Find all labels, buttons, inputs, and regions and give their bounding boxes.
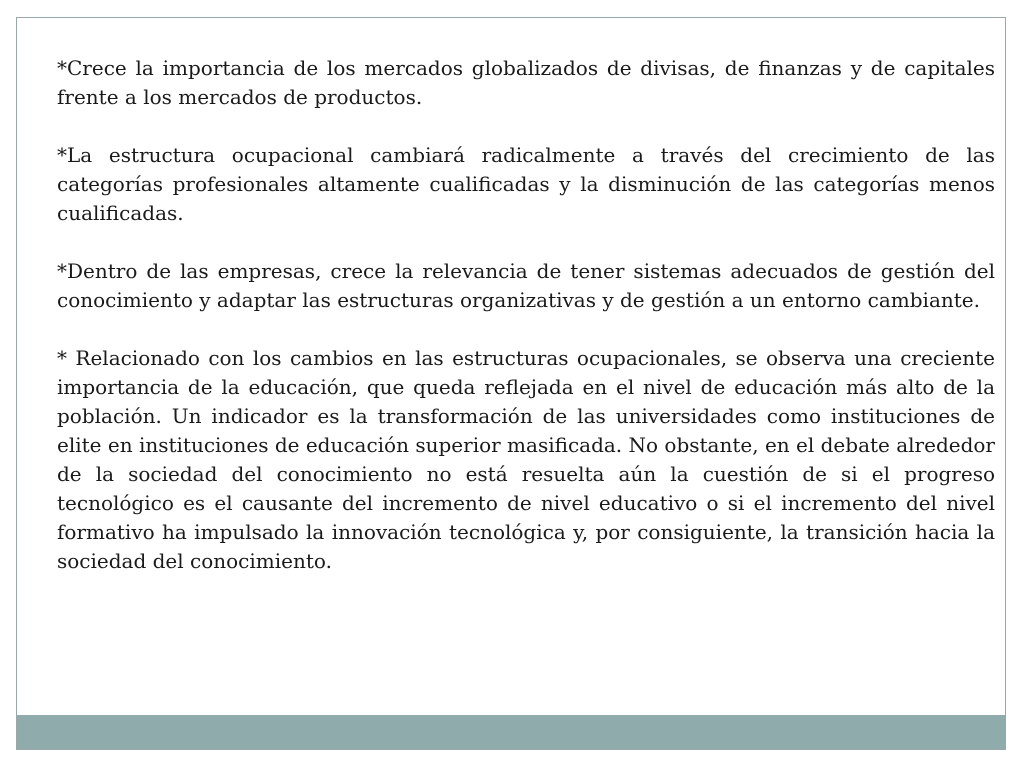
paragraph-education: * Relacionado con los cambios en las estructuras ocupacionales, se observa una creciente importancia de la educación, que queda reflejada en el nivel de educación más alto de la población. Un indicador es la transformación de las universidades como instituciones de elite en instituciones de educación superior masificada. No obstante, en el debate alrededor de la sociedad del conocimiento no está resuelta aún la cuestión de si el progreso tecnológico es el causante del incremento de nivel educativo o si el incremento del nivel formativo ha impulsado la innovación tecnológica y, por consiguiente, la transición hacia la sociedad del conocimiento. (57, 346, 995, 573)
paragraph-knowledge-management: *Dentro de las empresas, crece la relevancia de tener sistemas adecuados de gestión del conocimiento y adaptar las estructuras organizativas y de gestión a un entorno cambiante. (57, 259, 995, 312)
slide (16, 17, 1006, 750)
footer-bar (17, 715, 1005, 749)
slide-body (57, 54, 995, 605)
paragraph-occupational-structure: *La estructura ocupacional cambiará radicalmente a través del crecimiento de las categorías profesionales altamente cualificadas y la disminución de las categorías menos cualificadas. (57, 143, 995, 225)
paragraph-markets: *Crece la importancia de los mercados globalizados de divisas, de finanzas y de capitales frente a los mercados de productos. (57, 56, 995, 109)
